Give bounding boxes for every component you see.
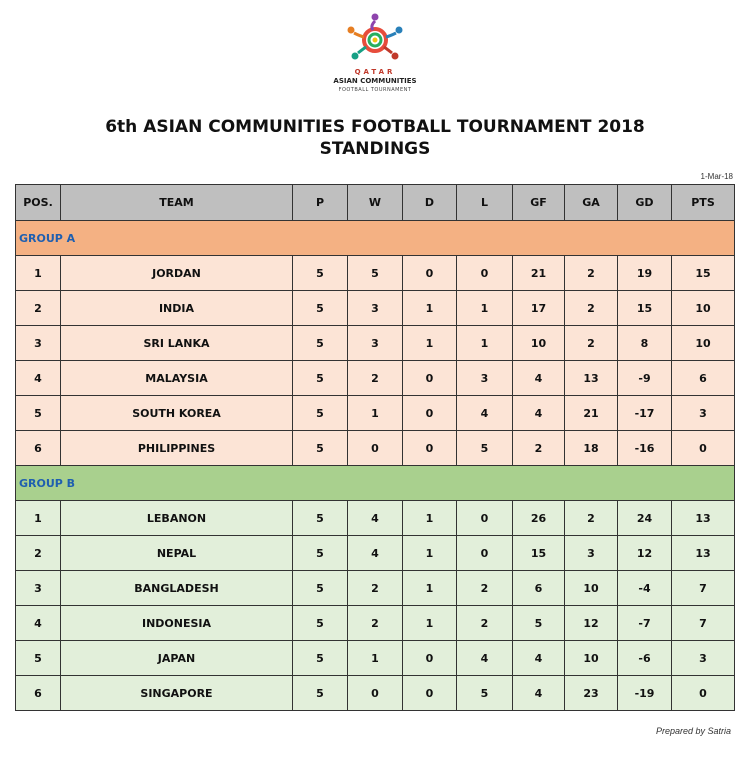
cell-pos: 5: [16, 396, 61, 431]
cell-d: 0: [403, 641, 457, 676]
cell-pts: 6: [672, 361, 735, 396]
cell-l: 5: [457, 431, 513, 466]
table-row: [16, 326, 735, 361]
cell-gd: -16: [618, 431, 672, 466]
table-row: [16, 571, 735, 606]
cell-ga: 13: [565, 361, 618, 396]
table-row: [16, 676, 735, 711]
col-header-d: D: [403, 185, 457, 221]
table-row: [16, 641, 735, 676]
cell-pos: 2: [16, 291, 61, 326]
cell-l: 5: [457, 676, 513, 711]
cell-ga: 2: [565, 256, 618, 291]
cell-p: 5: [293, 431, 348, 466]
cell-gd: 19: [618, 256, 672, 291]
cell-l: 4: [457, 396, 513, 431]
cell-pos: 2: [16, 536, 61, 571]
cell-p: 5: [293, 501, 348, 536]
cell-team: BANGLADESH: [61, 571, 293, 606]
cell-pts: 7: [672, 571, 735, 606]
table-row: [16, 361, 735, 396]
cell-gf: 5: [513, 606, 565, 641]
cell-pos: 1: [16, 501, 61, 536]
logo-title-text: ASIAN COMMUNITIES: [333, 77, 417, 85]
cell-pts: 13: [672, 501, 735, 536]
cell-pts: 3: [672, 641, 735, 676]
cell-pos: 1: [16, 256, 61, 291]
cell-l: 0: [457, 536, 513, 571]
cell-w: 2: [348, 571, 403, 606]
cell-gf: 17: [513, 291, 565, 326]
cell-pts: 10: [672, 326, 735, 361]
cell-d: 0: [403, 256, 457, 291]
cell-ga: 2: [565, 501, 618, 536]
cell-d: 0: [403, 676, 457, 711]
date-label: 1-Mar-18: [700, 172, 733, 181]
table-row: [16, 256, 735, 291]
cell-w: 4: [348, 536, 403, 571]
cell-l: 0: [457, 501, 513, 536]
cell-p: 5: [293, 571, 348, 606]
cell-team: JORDAN: [61, 256, 293, 291]
cell-p: 5: [293, 606, 348, 641]
cell-pos: 5: [16, 641, 61, 676]
table-row: [16, 501, 735, 536]
col-header-p: P: [293, 185, 348, 221]
cell-ga: 18: [565, 431, 618, 466]
cell-gf: 10: [513, 326, 565, 361]
cell-gd: 24: [618, 501, 672, 536]
group-header-row: [16, 221, 735, 256]
cell-w: 3: [348, 291, 403, 326]
cell-team: MALAYSIA: [61, 361, 293, 396]
cell-pos: 6: [16, 431, 61, 466]
table-row: [16, 396, 735, 431]
cell-d: 0: [403, 361, 457, 396]
cell-w: 5: [348, 256, 403, 291]
logo-qatar-text: QATAR: [354, 68, 396, 76]
cell-ga: 2: [565, 326, 618, 361]
cell-w: 3: [348, 326, 403, 361]
cell-w: 1: [348, 641, 403, 676]
col-header-l: L: [457, 185, 513, 221]
cell-team: INDONESIA: [61, 606, 293, 641]
cell-team: SRI LANKA: [61, 326, 293, 361]
cell-p: 5: [293, 396, 348, 431]
cell-gd: -17: [618, 396, 672, 431]
cell-pts: 13: [672, 536, 735, 571]
cell-w: 0: [348, 431, 403, 466]
cell-l: 0: [457, 256, 513, 291]
tournament-logo: [318, 10, 432, 98]
cell-d: 1: [403, 291, 457, 326]
cell-gf: 4: [513, 641, 565, 676]
standings-table: [15, 184, 735, 711]
cell-d: 0: [403, 431, 457, 466]
cell-gf: 21: [513, 256, 565, 291]
cell-l: 3: [457, 361, 513, 396]
cell-team: SOUTH KOREA: [61, 396, 293, 431]
cell-l: 4: [457, 641, 513, 676]
cell-w: 4: [348, 501, 403, 536]
cell-d: 1: [403, 326, 457, 361]
col-header-pos: POS.: [16, 185, 61, 221]
cell-pos: 6: [16, 676, 61, 711]
group-label: GROUP B: [16, 466, 735, 501]
col-header-pts: PTS: [672, 185, 735, 221]
cell-ga: 12: [565, 606, 618, 641]
cell-team: PHILIPPINES: [61, 431, 293, 466]
cell-gd: -19: [618, 676, 672, 711]
cell-ga: 3: [565, 536, 618, 571]
cell-l: 2: [457, 606, 513, 641]
cell-pos: 4: [16, 361, 61, 396]
cell-ga: 23: [565, 676, 618, 711]
table-row: [16, 431, 735, 466]
cell-gf: 15: [513, 536, 565, 571]
cell-ga: 21: [565, 396, 618, 431]
cell-ga: 10: [565, 571, 618, 606]
logo-emblem-icon: [340, 10, 410, 68]
cell-pts: 7: [672, 606, 735, 641]
col-header-gf: GF: [513, 185, 565, 221]
cell-gd: -6: [618, 641, 672, 676]
cell-gd: -9: [618, 361, 672, 396]
cell-pts: 0: [672, 676, 735, 711]
cell-w: 1: [348, 396, 403, 431]
group-header-row: [16, 466, 735, 501]
col-header-gd: GD: [618, 185, 672, 221]
cell-d: 1: [403, 501, 457, 536]
prepared-by-note: Prepared by Satria: [655, 726, 731, 736]
cell-pos: 4: [16, 606, 61, 641]
cell-team: LEBANON: [61, 501, 293, 536]
col-header-team: TEAM: [61, 185, 293, 221]
cell-gf: 2: [513, 431, 565, 466]
cell-d: 0: [403, 396, 457, 431]
cell-p: 5: [293, 536, 348, 571]
cell-gd: -4: [618, 571, 672, 606]
logo-subtitle-text: FOOTBALL TOURNAMENT: [338, 87, 412, 93]
col-header-w: W: [348, 185, 403, 221]
cell-l: 1: [457, 291, 513, 326]
table-row: [16, 291, 735, 326]
cell-team: JAPAN: [61, 641, 293, 676]
cell-pts: 15: [672, 256, 735, 291]
cell-ga: 10: [565, 641, 618, 676]
cell-w: 2: [348, 606, 403, 641]
table-row: [16, 606, 735, 641]
cell-team: SINGAPORE: [61, 676, 293, 711]
cell-pts: 3: [672, 396, 735, 431]
cell-ga: 2: [565, 291, 618, 326]
col-header-ga: GA: [565, 185, 618, 221]
cell-d: 1: [403, 571, 457, 606]
cell-l: 1: [457, 326, 513, 361]
cell-p: 5: [293, 676, 348, 711]
cell-p: 5: [293, 256, 348, 291]
cell-pos: 3: [16, 571, 61, 606]
cell-gf: 26: [513, 501, 565, 536]
cell-d: 1: [403, 536, 457, 571]
cell-gf: 4: [513, 676, 565, 711]
cell-team: NEPAL: [61, 536, 293, 571]
cell-p: 5: [293, 361, 348, 396]
page-title: 6th ASIAN COMMUNITIES FOOTBALL TOURNAMENT 2018: [105, 117, 645, 137]
table-row: [16, 536, 735, 571]
cell-pos: 3: [16, 326, 61, 361]
cell-d: 1: [403, 606, 457, 641]
cell-pts: 10: [672, 291, 735, 326]
cell-pts: 0: [672, 431, 735, 466]
cell-gd: 15: [618, 291, 672, 326]
cell-p: 5: [293, 291, 348, 326]
cell-w: 0: [348, 676, 403, 711]
cell-w: 2: [348, 361, 403, 396]
cell-p: 5: [293, 326, 348, 361]
table-header-row: [16, 185, 735, 221]
cell-gf: 4: [513, 396, 565, 431]
cell-l: 2: [457, 571, 513, 606]
cell-gd: 8: [618, 326, 672, 361]
cell-gf: 6: [513, 571, 565, 606]
cell-p: 5: [293, 641, 348, 676]
cell-gd: -7: [618, 606, 672, 641]
group-label: GROUP A: [16, 221, 735, 256]
page-subtitle: STANDINGS: [319, 139, 431, 159]
cell-team: INDIA: [61, 291, 293, 326]
cell-gf: 4: [513, 361, 565, 396]
cell-gd: 12: [618, 536, 672, 571]
